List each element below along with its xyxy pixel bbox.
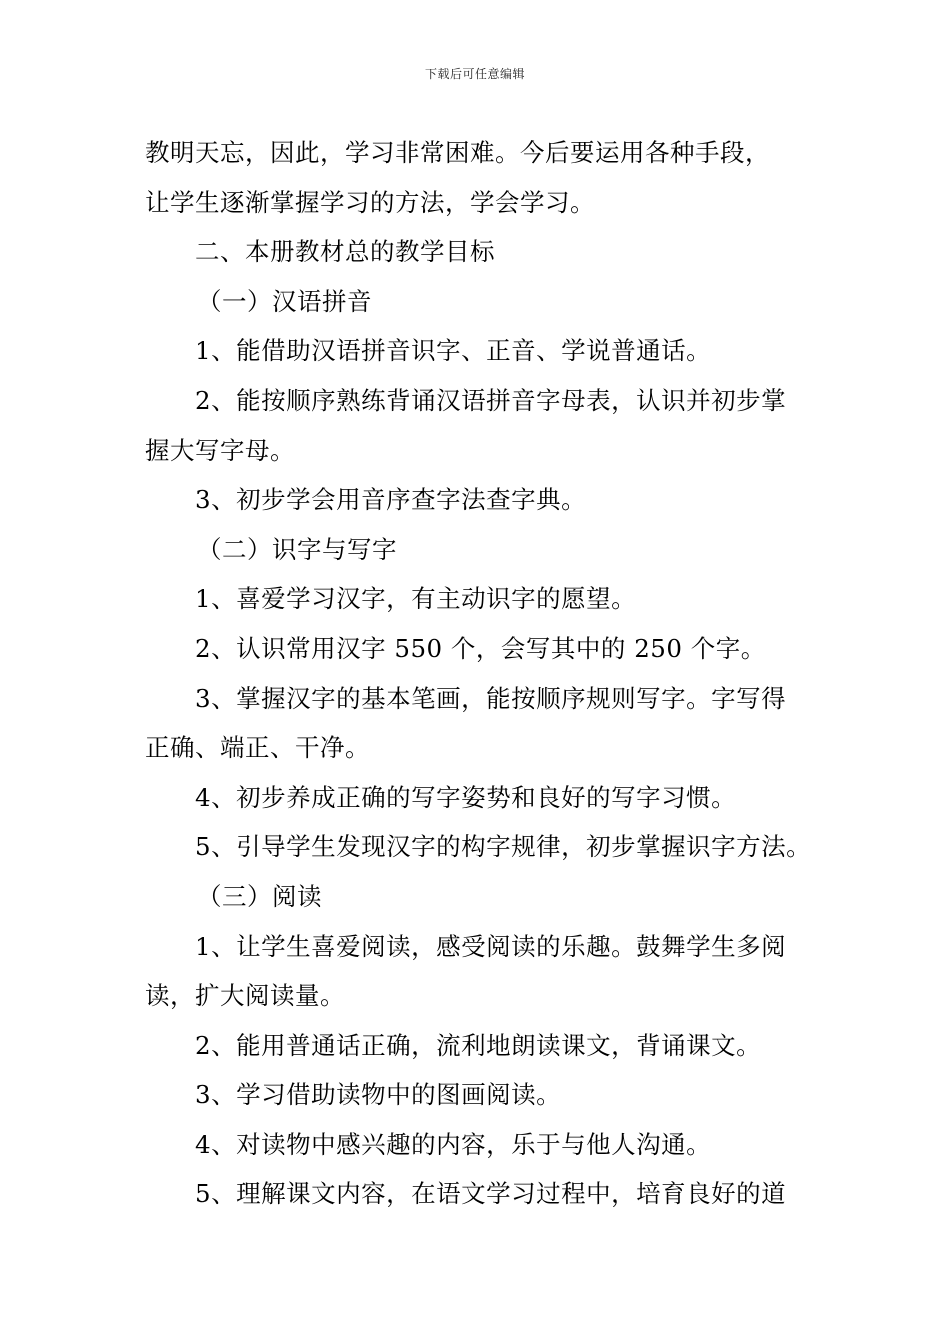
- subsection-heading: （一）汉语拼音: [197, 286, 372, 316]
- list-item: 1、喜爱学习汉字，有主动识字的愿望。: [195, 584, 637, 614]
- list-item: 1、让学生喜爱阅读，感受阅读的乐趣。鼓舞学生多阅: [195, 931, 787, 961]
- list-item: 3、初步学会用音序查字法查字典。: [195, 485, 587, 515]
- list-item: 3、掌握汉字的基本笔画，能按顺序规则写字。字写得: [195, 683, 787, 713]
- paragraph-line: 让学生逐渐掌握学习的方法，学会学习。: [145, 187, 595, 217]
- page-header: 下载后可任意编辑: [424, 67, 525, 81]
- list-item: 5、引导学生发现汉字的构字规律，初步掌握识字方法。: [195, 832, 812, 862]
- list-item: 1、能借助汉语拼音识字、正音、学说普通话。: [195, 336, 712, 366]
- paragraph-line: 教明天忘，因此，学习非常困难。今后要运用各种手段，: [145, 138, 770, 167]
- list-item: 4、对读物中感兴趣的内容，乐于与他人沟通。: [195, 1129, 712, 1159]
- list-item: 2、能按顺序熟练背诵汉语拼音字母表，认识并初步掌: [195, 385, 787, 415]
- subsection-heading: （二）识字与写字: [197, 534, 397, 564]
- list-item: 3、学习借助读物中的图画阅读。: [195, 1080, 562, 1110]
- section-heading: 二、本册教材总的教学目标: [195, 237, 495, 267]
- list-item: 2、认识常用汉字 550 个，会写其中的 250 个字。: [195, 633, 766, 663]
- subsection-heading: （三）阅读: [197, 881, 322, 911]
- list-item-continuation: 握大写字母。: [145, 435, 295, 465]
- document-body: [145, 128, 812, 1219]
- list-item: 4、初步养成正确的写字姿势和良好的写字习惯。: [195, 782, 737, 812]
- list-item-continuation: 正确、端正、干净。: [145, 733, 370, 763]
- list-item: 2、能用普通话正确，流利地朗读课文，背诵课文。: [195, 1030, 762, 1060]
- list-item-continuation: 读，扩大阅读量。: [145, 981, 345, 1011]
- list-item: 5、理解课文内容，在语文学习过程中，培育良好的道: [195, 1179, 787, 1209]
